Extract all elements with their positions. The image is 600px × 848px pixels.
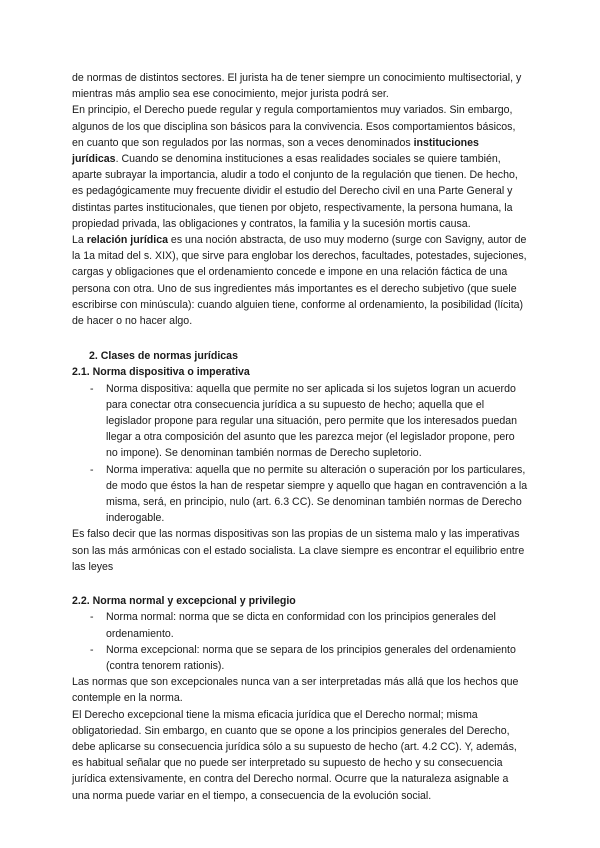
paragraph-jurista: de normas de distintos sectores. El jurista ha de tener siempre un conocimiento multisectorial, y mientras más amplio sea ese conocimiento, mejor jurista podrá ser. bbox=[72, 72, 522, 101]
bold-term-relacion: relación jurídica bbox=[86, 234, 168, 247]
paragraph-text: es una noción abstracta, de uso muy moderno (surge con Savigny, autor de la 1a mitad del s. XIX), que sirve para englobar los derechos, facultades, potestades, sujeciones, cargas y obligaciones que el ordenamiento concede e impone en una relación fáctica de una persona con otra. Uno de sus ingredientes más importantes es el derecho subjetivo (que suele escribirse con minúscula): cuando alguien tiene, conforme al ordenamiento, la posibilidad (lícita) de hacer o no hacer algo. bbox=[72, 234, 527, 328]
dash-bullet: - bbox=[90, 611, 94, 624]
list-item-text: Norma dispositiva: aquella que permite no ser aplicada si los sujetos logran un acuerdo para conectar otra consecuencia jurídica a su supuesto de hecho; aquella que el legislador propone para regular una situación, pero permite que los interesados puedan llegar a otra composición del asunto que les parezca mejor (el legislador propone, pero no impone). Se denominan también normas de Derecho supletorio. bbox=[106, 382, 518, 460]
paragraph-text: En principio, el Derecho puede regular y regula comportamientos muy variados. Sin embargo, algunos de los que disciplina son básicos para la convivencia. Esos comportamientos básicos, en cuanto que son regulados por las normas, son a veces denominados bbox=[72, 104, 516, 149]
subsection-heading-2-1: 2.1. Norma dispositiva o imperativa bbox=[72, 366, 250, 379]
dash-bullet: - bbox=[90, 382, 94, 395]
list-dispositiva-imperativa bbox=[72, 381, 528, 527]
list-item-text: Norma imperativa: aquella que no permite su alteración o superación por los particulares, de modo que éstos la han de respetar siempre y aquello que hagan en contravención a la misma, será, en principio, nulo (art. 6.3 CC). Se denominan también normas de Derecho inderogable. bbox=[106, 463, 528, 525]
dash-bullet: - bbox=[90, 463, 94, 476]
list-item bbox=[72, 462, 528, 527]
paragraph-excepcionales: Las normas que son excepcionales nunca van a ser interpretadas más allá que los hechos que contemple en la norma. bbox=[72, 676, 519, 705]
list-item-text: Norma excepcional: norma que se separa de los principios generales del ordenamiento (contra tenorem rationis). bbox=[106, 643, 516, 672]
paragraph-derecho-excepcional: El Derecho excepcional tiene la misma eficacia jurídica que el Derecho normal; misma obligatoriedad. Sin embargo, en cuanto que se opone a los principios generales del Derecho, debe aplicarse su consecuencia jurídica sólo a su supuesto de hecho (art. 4.2 CC). Y, además, es habitual señalar que no puede ser interpretado su supuesto de hecho y su consecuencia jurídica extensivamente, en contra del Derecho normal. Ocurre que la naturaleza asignable a una norma puede variar en el tiempo, a consecuencia de la evolución social. bbox=[72, 708, 517, 802]
paragraph-text: La bbox=[72, 234, 87, 247]
paragraph-falso: Es falso decir que las normas dispositivas son las propias de un sistema malo y las imperativas son las más armónicas con el estado socialista. La clave siempre es encontrar el equilibrio entre las leyes bbox=[72, 528, 525, 573]
list-item bbox=[72, 642, 528, 674]
list-item bbox=[72, 609, 528, 641]
list-item-text: Norma normal: norma que se dicta en conformidad con los principios generales del ordenamiento. bbox=[106, 611, 496, 640]
section-heading-clases: 2. Clases de normas jurídicas bbox=[89, 350, 238, 363]
bold-term-instituciones: instituciones jurídicas bbox=[72, 136, 479, 166]
dash-bullet: - bbox=[90, 643, 94, 656]
paragraph-relacion bbox=[72, 232, 528, 329]
list-item bbox=[72, 381, 528, 462]
document-page bbox=[72, 70, 528, 804]
paragraph-instituciones bbox=[72, 102, 528, 232]
subsection-heading-2-2: 2.2. Norma normal y excepcional y privilegio bbox=[72, 595, 296, 608]
paragraph-text: . Cuando se denomina instituciones a esas realidades sociales se quiere también, aparte subrayar la importancia, aludir a todo el conjunto de la regulación que tienen. De hecho, es pedagógicamente muy frecuente dividir el estudio del Derecho civil en una Parte General y distintas partes institucionales, que tienen por objeto, respectivamente, la persona humana, la propiedad privada, las obligaciones y contratos, la familia y la sucesión mortis causa. bbox=[72, 153, 518, 230]
list-normal-excepcional bbox=[72, 609, 528, 674]
